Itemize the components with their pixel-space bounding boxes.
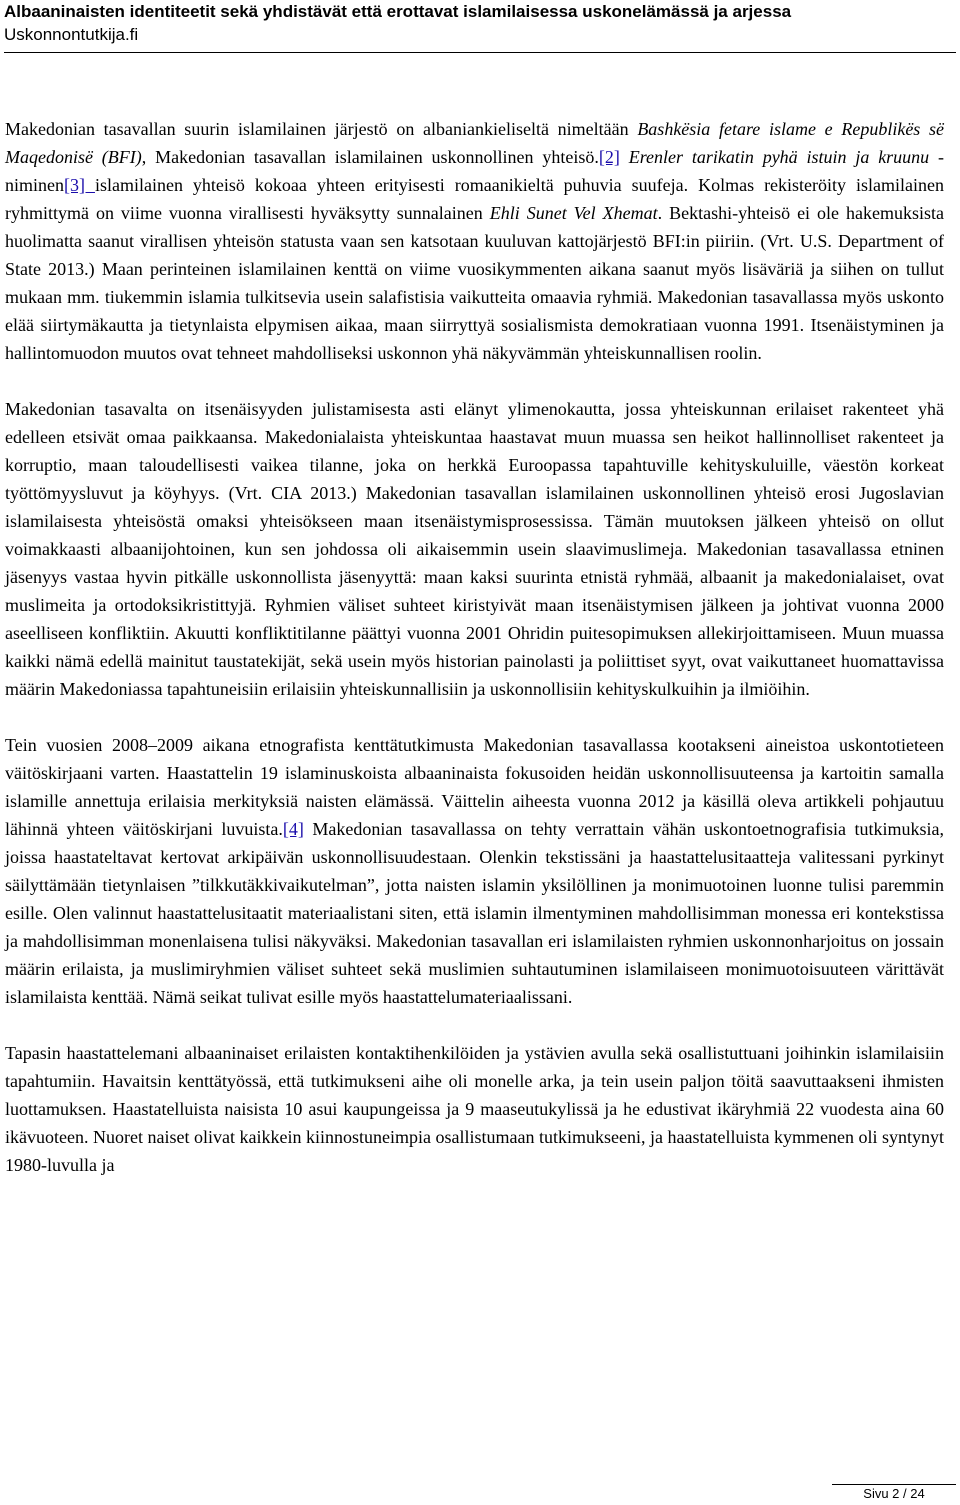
text-run: Tapasin haastattelemani albaaninaiset erilaisten kontaktihenkilöiden ja ystävien avulla sekä osallistuttuani joihinkin islamilaisiin tapahtumiin. Havaitsin kenttätyössä, että tutkimukseni aihe oli monelle arka, ja tein usein paljon töitä saavuttaakseni ihmisten luottamuksen. Haastatelluista naisista 10 asui kaupungeissa ja 9 maaseutukylissä ja he edustivat ikäryhmiä 22 vuodesta aina 60 ikävuoteen. Nuoret naiset olivat kaikkein kiinnostuneimpia osallistumaan tutkimukseeni, ja haastatelluista kymmenen oli syntynyt 1980-luvulla ja xyxy=(5,1043,944,1175)
footnote-link[interactable]: [3] xyxy=(64,175,95,195)
text-run: -niminen xyxy=(5,147,945,195)
paragraph xyxy=(5,1039,944,1179)
page-header xyxy=(4,0,956,53)
italic-term: Bashkësia fetare islame e Republikës së Maqedonisë (BFI) xyxy=(5,119,944,167)
text-run: Makedonian tasavallassa on tehty verrattain vähän uskontoetnografisia tutkimuksia, joissa haastateltavat kertovat arkipäivän uskonnollisuudestaan. Olenkin tekstissäni ja haastattelusitaatteja valitessani pyrkinyt säilyttämään tietynlaisen ”tilkkutäkkivaikutelman”, jotta naisten islamin yksilöllinen ja monimuotoinen luonne tulisi paremmin esille. Olen valinnut haastattelusitaatit materiaalistani siten, että islamin ilmentyminen mahdollisimman monessa eri kontekstissa ja mahdollisimman monenlaisena tulisi näkyväksi. Makedonian tasavallan eri islamilaisten ryhmien uskonnonharjoitus on jossain määrin erilaista, ja muslimiryhmien väliset suhteet sekä muslimien suhtautuminen islamilaiseen monimuotoisuuteen värittävät islamilaista kenttää. Nämä seikat tulivat esille myös haastattelumateriaalissani. xyxy=(5,819,944,1007)
footnote-link[interactable]: [4] xyxy=(282,819,304,839)
footnote-link[interactable]: [2] xyxy=(598,147,620,167)
italic-term: Ehli Sunet Vel Xhemat xyxy=(489,203,658,223)
text-run xyxy=(620,147,629,167)
text-run: Tein vuosien 2008–2009 aikana etnografista kenttätutkimusta Makedonian tasavallassa kootakseni aineistoa uskontotieteen väitöskirjaani varten. Haastattelin 19 islaminuskoista albaaninaista fokusoiden heidän uskonnollisuuteensa ja kartoitin samalla islamille annettuja erilaisia merkityksiä naisten elämässä. Väittelin aiheesta vuonna 2012 ja käsillä oleva artikkeli pohjautuu lähinnä yhteen väitöskirjani luvuista. xyxy=(5,735,944,839)
text-run: Makedonian tasavalta on itsenäisyyden julistamisesta asti elänyt ylimenokautta, jossa yhteiskunnan erilaiset rakenteet yhä edelleen etsivät omaa paikkaansa. Makedonialaista yhteiskuntaa haastavat muun muassa sen heikot hallinnolliset rakenteet ja korruptio, maan taloudellisesti vaikea tilanne, joka on herkkä Euroopassa tapahtuville kehityskuluille, väestön korkeat työttömyysluvut ja köyhyys. (Vrt. CIA 2013.) Makedonian tasavallan islamilainen uskonnollinen yhteisö erosi Jugoslavian islamilaisesta yhteisöstä omaksi yhteisökseen maan itsenäistymisprosessissa. Tämän muutoksen jälkeen yhteisö on ollut voimakkaasti albaanijohtoinen, kun sen johdossa oli aikaisemmin usein slaavimuslimeja. Makedonian tasavallassa etninen jäsenyys vastaa hyvin pitkälle uskonnollista jäsenyyttä: maan kaksi suurinta etnistä ryhmää, albaanit ja makedonialaiset, ovat muslimeita ja ortodoksikristittyjä. Ryhmien väliset suhteet kiristyivät maan itsenäistymisen jälkeen ja johtivat vuonna 2000 aseelliseen konfliktiin. Akuutti konfliktitilanne päättyi vuonna 2001 Ohridin puitesopimuksen allekirjoittamiseen. Muun muassa kaikki nämä edellä mainitut taustatekijät, sekä usein myös historian painolasti ja poliittiset syyt, ovat vaikuttaneet huomattavissa määrin Makedoniassa tapahtuneisiin erilaisiin yhteiskunnallisiin ja uskonnollisiin kehityskulkuihin ja ilmiöihin. xyxy=(5,399,944,699)
italic-term: Erenler tarikatin pyhä istuin ja kruunu xyxy=(628,147,930,167)
paragraph xyxy=(5,731,944,1011)
page-footer xyxy=(832,1484,956,1505)
paragraph xyxy=(5,395,944,703)
text-run: Makedonian tasavallan suurin islamilainen järjestö on albaniankieliseltä nimeltään xyxy=(5,119,638,139)
text-run: islamilainen yhteisö kokoaa yhteen erityisesti romaanikieltä puhuvia suufeja. Kolmas rekisteröity islamilainen ryhmittymä on viime vuonna virallisesti hyväksytty sunnalainen xyxy=(5,175,944,223)
text-run: . Bektashi-yhteisö ei ole hakemuksista huolimatta saanut virallisen yhteisön statusta vaan sen katsotaan kuuluvan kattojärjestö BFI:in piiriin. (Vrt. U.S. Department of State 2013.) Maan perinteinen islamilainen kenttä on viime vuosikymmenten aikana saanut myös lisäväriä ja siihen on tullut mukaan mm. tiukemmin islamia tulkitsevia usein salafistisia vaikutteita omaavia ryhmiä. Makedonian tasavallassa myös uskonto elää siirtymäkautta ja tietynlaista elpymisen aikaa, maan siirryttyä sosialismista demokratiaan vuonna 1991. Itsenäistyminen ja hallintomuodon muutos ovat tehneet mahdolliseksi uskonnon yhä näkyvämmän yhteiskunnallisen roolin. xyxy=(5,203,944,363)
site-name: Uskonnontutkija.fi xyxy=(4,25,139,44)
page-number: Sivu 2 / 24 xyxy=(863,1486,925,1501)
paragraph xyxy=(5,115,944,367)
article-body xyxy=(5,115,944,1207)
document-title: Albaaninaisten identiteetit sekä yhdistävät että erottavat islamilaisessa uskonelämässä ja arjessa xyxy=(4,2,792,21)
text-run: , Makedonian tasavallan islamilainen uskonnollinen yhteisö. xyxy=(141,147,599,167)
